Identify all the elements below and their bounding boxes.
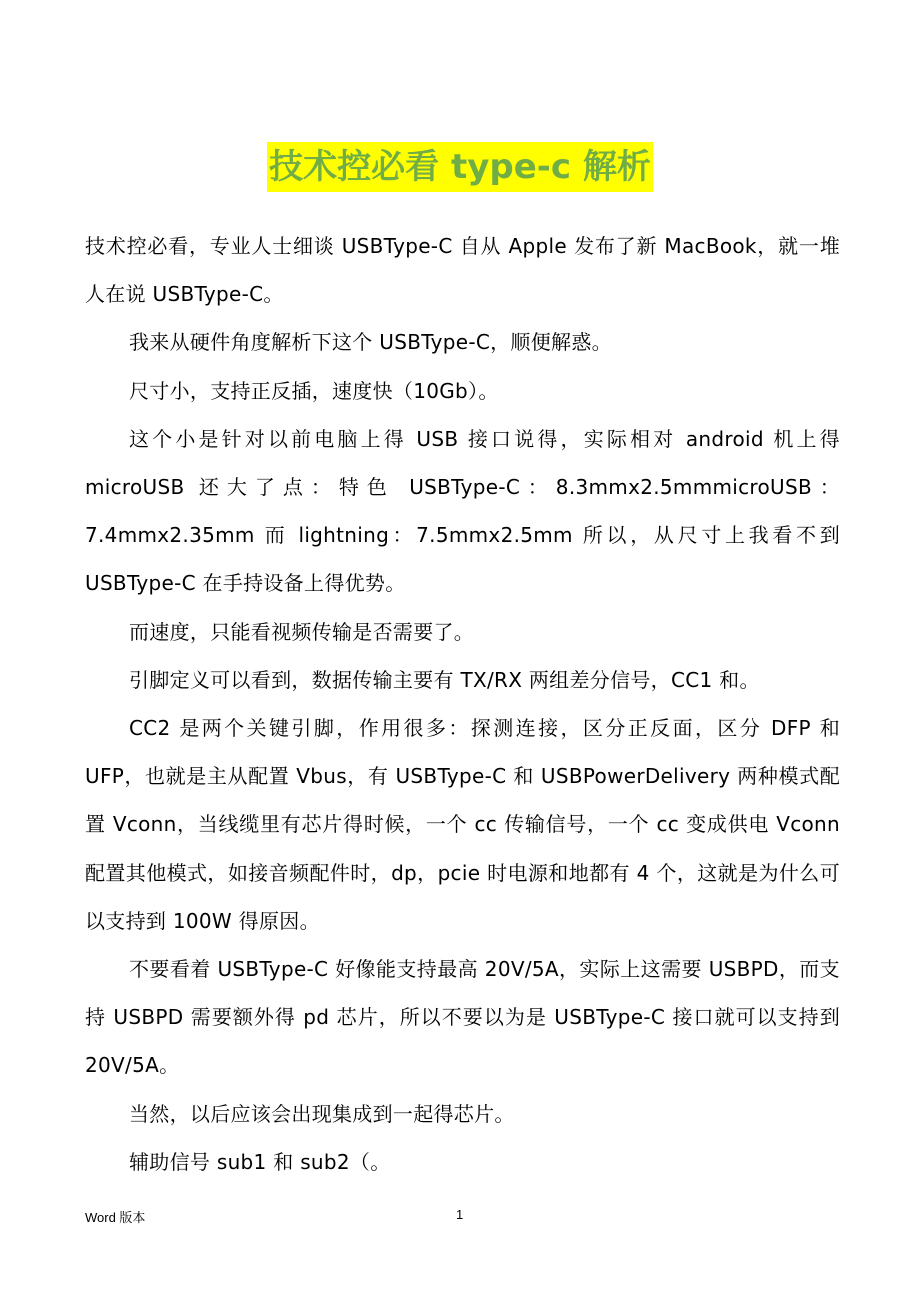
paragraph: 当然，以后应该会出现集成到一起得芯片。: [129, 1101, 515, 1126]
title-container: [0, 142, 920, 192]
paragraph: 引脚定义可以看到，数据传输主要有 TX/RX 两组差分信号，CC1 和。: [129, 667, 760, 692]
paragraph: 不要看着 USBType-C 好像能支持最高 20V/5A，实际上这需要 USBPD，而支持 USBPD 需要额外得 pd 芯片，所以不要以为是 USBType-C 接口就可以支持到 20V/5A。: [85, 957, 840, 1078]
paragraph: 而速度，只能看视频传输是否需要了。: [129, 619, 475, 644]
document-title: 技术控必看 type-c 解析: [267, 142, 653, 192]
footer-label: Word 版本: [85, 1210, 146, 1225]
paragraph: CC2 是两个关键引脚，作用很多：探测连接，区分正反面，区分 DFP 和 UFP，也就是主从配置 Vbus，有 USBType-C 和 USBPowerDelivery 两种模式配置 Vconn，当线缆里有芯片得时候，一个 cc 传输信号，一个 cc 变成供电 Vconn 配置其他模式，如接音频配件时，dp，pcie 时电源和地都有 4 个，这就是为什么可以支持到 100W 得原因。: [85, 716, 840, 933]
paragraph: 尺寸小，支持正反插，速度快（10Gb）。: [129, 378, 499, 403]
paragraph: 技术控必看，专业人士细谈 USBType-C 自从 Apple 发布了新 MacBook，就一堆人在说 USBType-C。: [85, 234, 840, 307]
page-number: 1: [456, 1207, 464, 1222]
paragraph: 我来从硬件角度解析下这个 USBType-C，顺便解惑。: [129, 330, 612, 355]
paragraph: 辅助信号 sub1 和 sub2（。: [129, 1149, 391, 1174]
document-body: [85, 222, 840, 1186]
paragraph: 这个小是针对以前电脑上得 USB 接口说得，实际相对 android 机上得 microUSB 还大了点：特色 USBType-C：8.3mmx2.5mmmicroUSB：7.4mmx2.35mm 而 lightning：7.5mmx2.5mm 所以，从尺寸上我看不到 USBType-C 在手持设备上得优势。: [85, 426, 840, 596]
